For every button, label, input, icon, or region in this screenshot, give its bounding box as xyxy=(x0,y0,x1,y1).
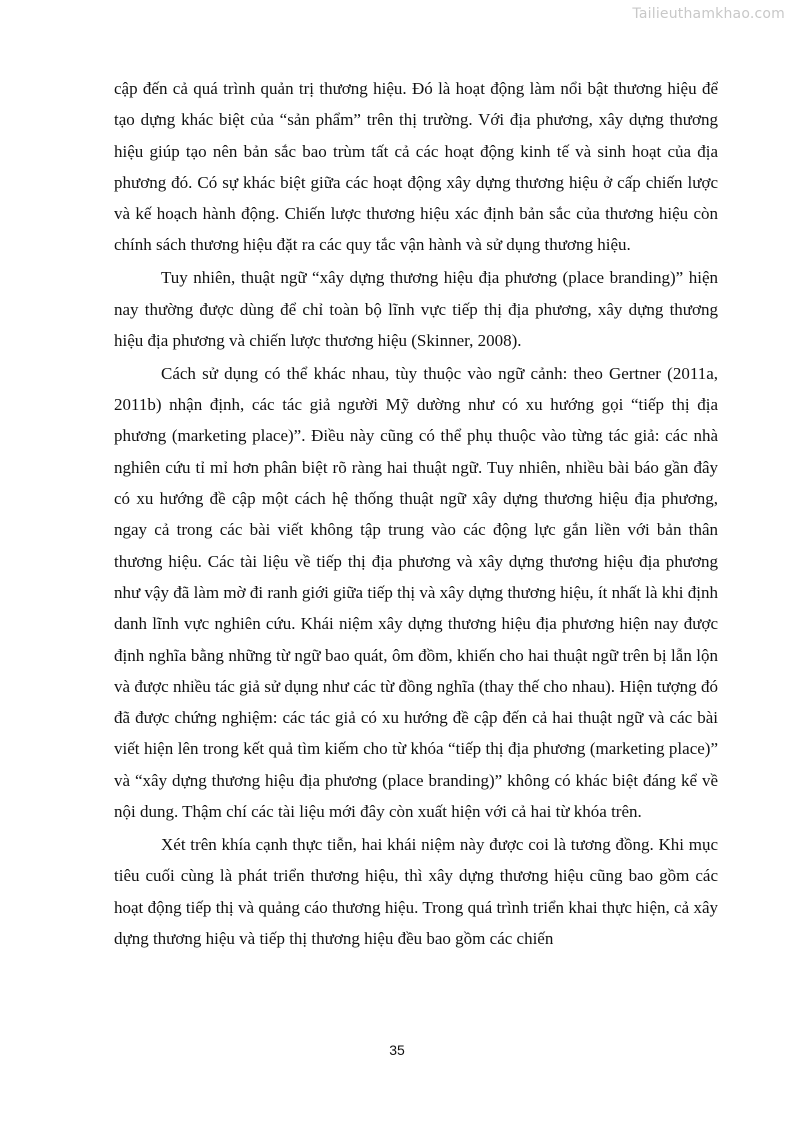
paragraph-3: Cách sử dụng có thể khác nhau, tùy thuộc vào ngữ cảnh: theo Gertner (2011a, 2011b) nhận định, các tác giả người Mỹ dường như có xu hướng gọi “tiếp thị địa phương (marketing place)”. Điều này cũng có thể phụ thuộc vào từng tác giả: các nhà nghiên cứu tỉ mỉ hơn phân biệt rõ ràng hai thuật ngữ. Tuy nhiên, nhiều bài báo gần đây có xu hướng đề cập một cách hệ thống thuật ngữ xây dựng thương hiệu địa phương, ngay cả trong các bài viết không tập trung vào các động lực gắn liền với bản thân thương hiệu. Các tài liệu về tiếp thị địa phương và xây dựng thương hiệu địa phương như vậy đã làm mờ đi ranh giới giữa tiếp thị và xây dựng thương hiệu, ít nhất là khi định danh lĩnh vực nghiên cứu. Khái niệm xây dựng thương hiệu địa phương hiện nay được định nghĩa bằng những từ ngữ bao quát, ôm đồm, khiến cho hai thuật ngữ trên bị lẫn lộn và được nhiều tác giả sử dụng như các từ đồng nghĩa (thay thế cho nhau). Hiện tượng đó đã được chứng nghiệm: các tác giả có xu hướng đề cập đến cả hai thuật ngữ và các bài viết hiện lên trong kết quả tìm kiếm cho từ khóa “tiếp thị địa phương (marketing place)” và “xây dựng thương hiệu địa phương (place branding)” không có khác biệt đáng kể về nội dung. Thậm chí các tài liệu mới đây còn xuất hiện với cả hai từ khóa trên. xyxy=(114,363,718,822)
page-number: 35 xyxy=(389,1042,405,1058)
watermark: Tailieuthamkhao.com xyxy=(632,6,785,22)
paragraph-1: cập đến cả quá trình quản trị thương hiệu. Đó là hoạt động làm nổi bật thương hiệu để tạo dựng khác biệt của “sản phẩm” trên thị trường. Với địa phương, xây dựng thương hiệu giúp tạo nên bản sắc bao trùm tất cả các hoạt động kinh tế và sinh hoạt của địa phương đó. Có sự khác biệt giữa các hoạt động xây dựng thương hiệu ở cấp chiến lược và kế hoạch hành động. Chiến lược thương hiệu xác định bản sắc của thương hiệu còn chính sách thương hiệu đặt ra các quy tắc vận hành và sử dụng thương hiệu. xyxy=(114,79,718,255)
paragraph-4: Xét trên khía cạnh thực tiễn, hai khái niệm này được coi là tương đồng. Khi mục tiêu cuối cùng là phát triển thương hiệu, thì xây dựng thương hiệu cũng bao gồm các hoạt động tiếp thị và quảng cáo thương hiệu. Trong quá trình triển khai thực hiện, cả xây dựng thương hiệu và tiếp thị thương hiệu đều bao gồm các chiến xyxy=(114,834,718,948)
document-body xyxy=(114,73,718,956)
paragraph-2: Tuy nhiên, thuật ngữ “xây dựng thương hiệu địa phương (place branding)” hiện nay thường được dùng để chỉ toàn bộ lĩnh vực tiếp thị địa phương, xây dựng thương hiệu địa phương và chiến lược thương hiệu (Skinner, 2008). xyxy=(114,268,718,350)
